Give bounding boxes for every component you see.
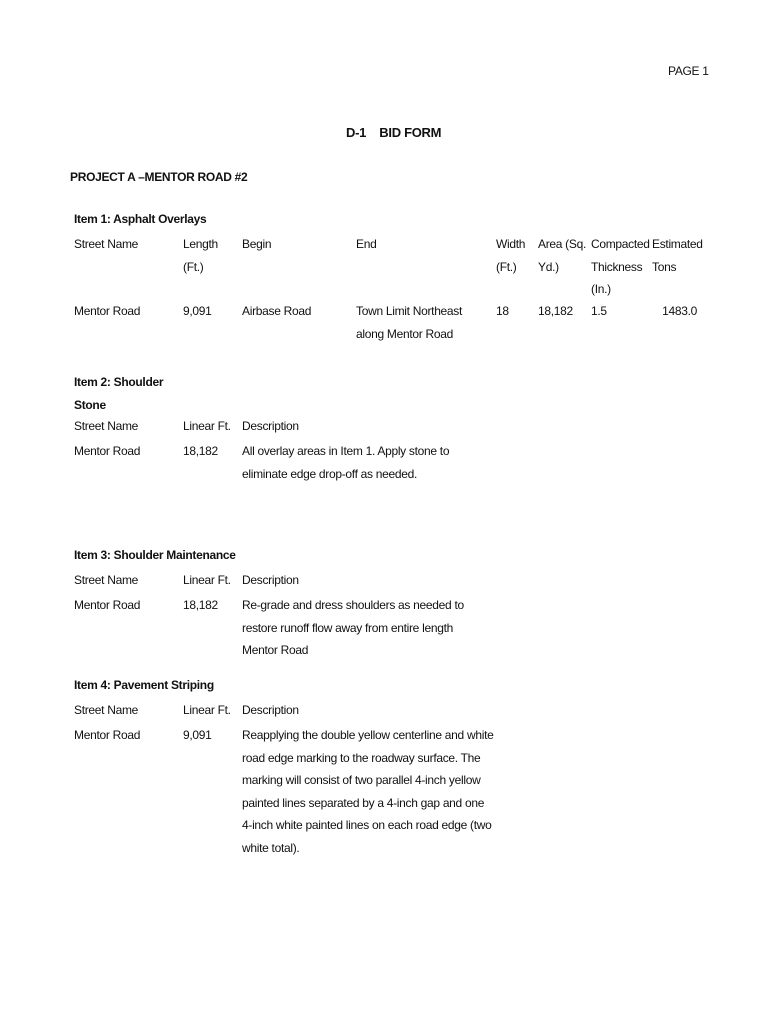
item3-header-description: Description: [242, 573, 299, 587]
item1-street: Mentor Road: [74, 304, 141, 318]
item4-header-linear: Linear Ft.: [183, 703, 231, 717]
item2-header-description: Description: [242, 419, 299, 433]
item1-end: Town Limit Northeast along Mentor Road: [356, 304, 463, 341]
item1-length: 9,091: [183, 304, 212, 318]
item1-header-tons: Estimated Tons: [652, 237, 703, 274]
item3-description: Re-grade and dress shoulders as needed to restore runoff flow away from entire length Mentor Road: [242, 598, 464, 657]
item4-street: Mentor Road: [74, 728, 141, 742]
item1-header-street: Street Name: [74, 237, 139, 251]
item3-heading: Item 3: Shoulder Maintenance: [74, 548, 236, 562]
project-title: PROJECT A –MENTOR ROAD #2: [70, 170, 248, 184]
item2-linear: 18,182: [183, 444, 218, 458]
item2-description: All overlay areas in Item 1. Apply stone to eliminate edge drop-off as needed.: [242, 444, 450, 481]
item3-header-street: Street Name: [74, 573, 139, 587]
item2-header-linear: Linear Ft.: [183, 419, 231, 433]
item1-header-end: End: [356, 237, 377, 251]
item4-description: Reapplying the double yellow centerline and white road edge marking to the roadway surface. The marking will consist of two parallel 4-inch yellow painted lines separated by a 4-inch gap and one 4-inch white painted lines on each road edge (two white total).: [242, 728, 494, 855]
item1-width: 18: [496, 304, 509, 318]
item1-header-area: Area (Sq. Yd.): [538, 237, 586, 274]
item1-thickness: 1.5: [591, 304, 607, 318]
item1-begin: Airbase Road: [242, 304, 312, 318]
item2-header-street: Street Name: [74, 419, 139, 433]
item4-linear: 9,091: [183, 728, 212, 742]
item4-heading: Item 4: Pavement Striping: [74, 678, 214, 692]
item4-header-description: Description: [242, 703, 299, 717]
item1-header-begin: Begin: [242, 237, 272, 251]
item4-header-street: Street Name: [74, 703, 139, 717]
item3-header-linear: Linear Ft.: [183, 573, 231, 587]
item1-header-thickness: Compacted Thickness (In.): [591, 237, 650, 296]
item1-tons: 1483.0: [662, 304, 697, 318]
item2-heading: Item 2: Shoulder Stone: [74, 375, 164, 412]
document-title: D-1 BID FORM: [346, 125, 442, 140]
item1-area: 18,182: [538, 304, 573, 318]
item1-heading: Item 1: Asphalt Overlays: [74, 212, 207, 226]
item3-linear: 18,182: [183, 598, 218, 612]
item3-street: Mentor Road: [74, 598, 141, 612]
item2-street: Mentor Road: [74, 444, 141, 458]
page-number: PAGE 1: [668, 64, 709, 78]
item1-header-width: Width (Ft.): [496, 237, 526, 274]
item1-header-length: Length (Ft.): [183, 237, 218, 274]
